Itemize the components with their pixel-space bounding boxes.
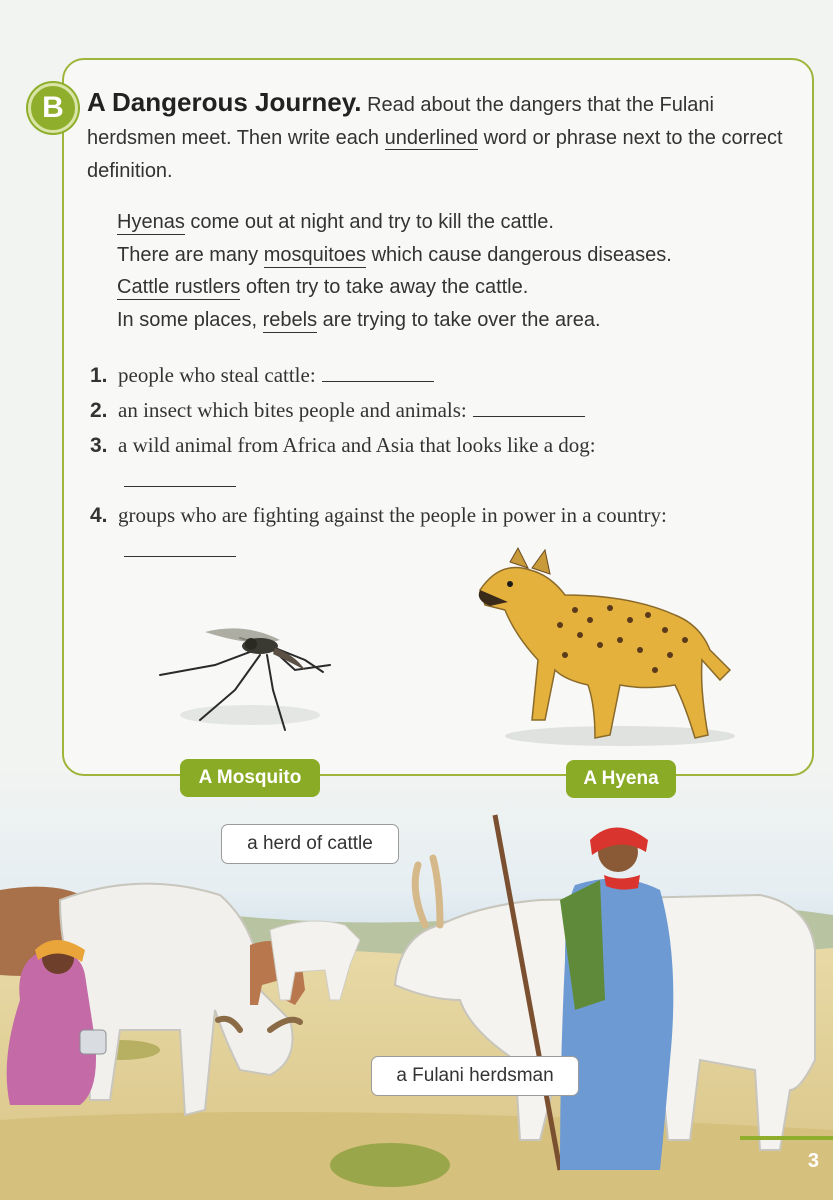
underlined-term: Hyenas bbox=[117, 211, 185, 233]
reading-line bbox=[117, 271, 797, 304]
reading-line bbox=[117, 304, 797, 337]
label-fulani-herdsman: a Fulani herdsman bbox=[371, 1056, 579, 1096]
instructions-text-2: word or phrase next to the correct definition. bbox=[87, 127, 783, 182]
answer-blank[interactable] bbox=[124, 555, 236, 557]
caption-hyena: A Hyena bbox=[566, 760, 676, 798]
mosquito-illustration bbox=[155, 610, 345, 740]
exercise-title: A Dangerous Journey. bbox=[87, 87, 362, 117]
reading-text: often try to take away the cattle. bbox=[240, 276, 529, 298]
reading-line bbox=[117, 206, 797, 239]
question-text: groups who are fighting against the people in power in a country: bbox=[118, 503, 667, 527]
reading-text: come out at night and try to kill the cattle. bbox=[184, 211, 554, 233]
question-number: 1. bbox=[90, 364, 108, 387]
question-text: an insect which bites people and animals: bbox=[118, 398, 467, 422]
reading-line bbox=[117, 239, 797, 272]
question-number: 3. bbox=[90, 434, 108, 457]
question-number: 4. bbox=[90, 504, 108, 527]
section-badge: B bbox=[28, 83, 78, 133]
question-item bbox=[90, 393, 710, 428]
reading-text: There are many bbox=[117, 243, 264, 266]
answer-blank[interactable] bbox=[322, 380, 434, 382]
answer-blank[interactable] bbox=[473, 415, 585, 417]
question-item bbox=[90, 428, 630, 498]
label-herd-of-cattle: a herd of cattle bbox=[221, 824, 399, 864]
reading-text: are trying to take over the area. bbox=[317, 308, 601, 331]
reading-text: which cause dangerous diseases. bbox=[366, 243, 672, 266]
page-number: 3 bbox=[807, 1150, 819, 1172]
underlined-term: mosquitoes bbox=[263, 243, 367, 266]
question-item bbox=[90, 358, 710, 393]
instructions-text-1: Read about the dangers that the Fulani herdsmen meet. Then write each bbox=[87, 94, 714, 149]
instructions-underlined: underlined bbox=[384, 127, 478, 149]
question-text: people who steal cattle: bbox=[118, 363, 316, 387]
answer-blank[interactable] bbox=[124, 485, 236, 487]
questions-list bbox=[90, 358, 710, 568]
reading-text: In some places, bbox=[117, 308, 263, 331]
hyena-illustration bbox=[470, 540, 740, 750]
instructions bbox=[87, 86, 787, 188]
question-number: 2. bbox=[90, 399, 108, 422]
question-text: a wild animal from Africa and Asia that looks like a dog: bbox=[118, 433, 596, 457]
caption-mosquito: A Mosquito bbox=[180, 759, 320, 797]
reading-passage bbox=[117, 206, 797, 336]
underlined-term: Cattle rustlers bbox=[117, 276, 241, 298]
underlined-term: rebels bbox=[262, 308, 318, 331]
